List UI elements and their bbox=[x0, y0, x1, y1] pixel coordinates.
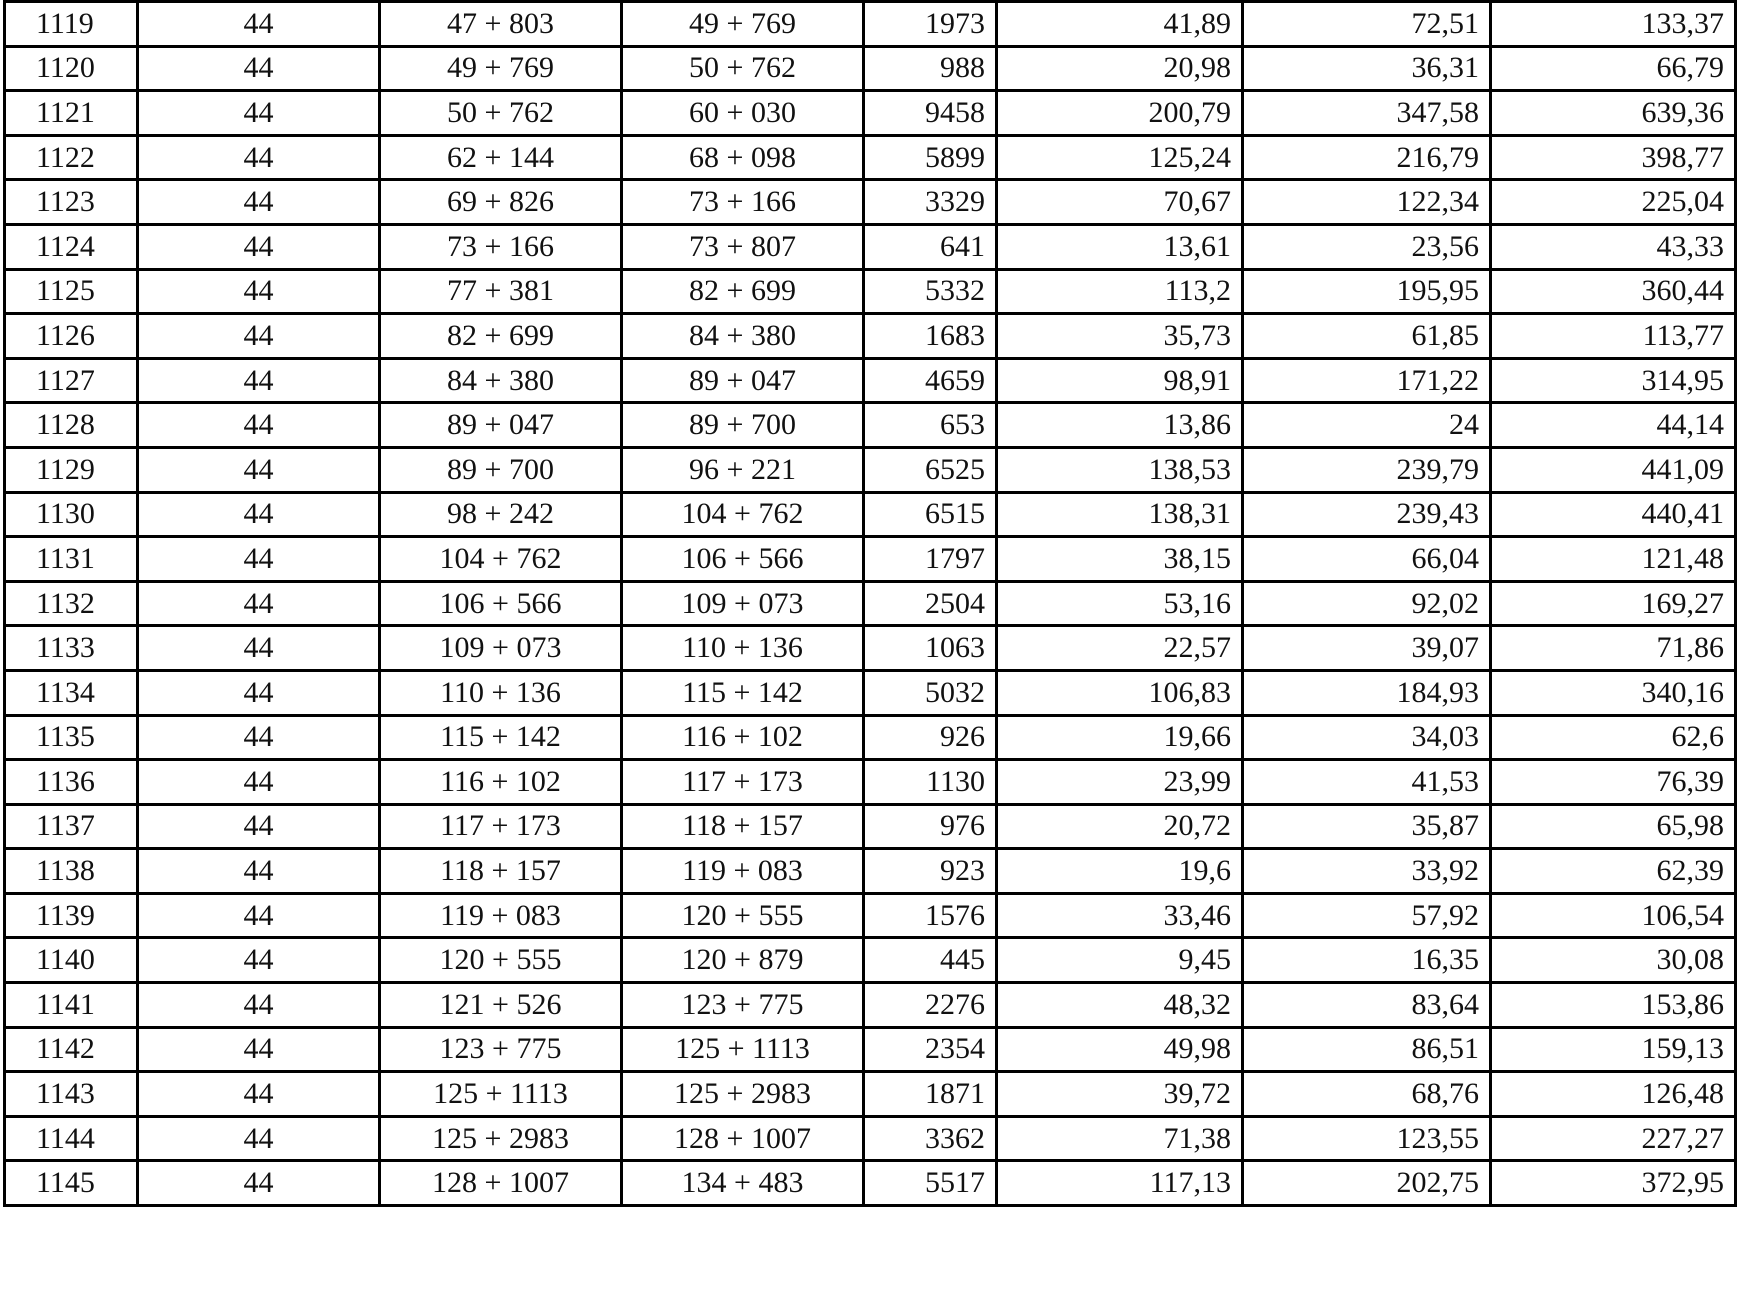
value-c-cell: 225,04 bbox=[1491, 180, 1736, 225]
row-number-cell: 1141 bbox=[5, 983, 138, 1028]
end-km-cell: 68 + 098 bbox=[622, 135, 864, 180]
end-km-cell: 84 + 380 bbox=[622, 314, 864, 359]
row-number-cell: 1142 bbox=[5, 1027, 138, 1072]
value-c-cell: 113,77 bbox=[1491, 314, 1736, 359]
code-cell: 44 bbox=[138, 1072, 380, 1117]
code-cell: 44 bbox=[138, 804, 380, 849]
start-km-cell: 125 + 2983 bbox=[380, 1116, 622, 1161]
value-c-cell: 66,79 bbox=[1491, 46, 1736, 91]
length-cell: 5332 bbox=[864, 269, 997, 314]
length-cell: 926 bbox=[864, 715, 997, 760]
code-cell: 44 bbox=[138, 938, 380, 983]
value-b-cell: 195,95 bbox=[1243, 269, 1491, 314]
length-cell: 3362 bbox=[864, 1116, 997, 1161]
row-number-cell: 1133 bbox=[5, 626, 138, 671]
value-b-cell: 39,07 bbox=[1243, 626, 1491, 671]
length-cell: 5517 bbox=[864, 1161, 997, 1206]
value-c-cell: 62,6 bbox=[1491, 715, 1736, 760]
value-c-cell: 340,16 bbox=[1491, 670, 1736, 715]
value-c-cell: 133,37 bbox=[1491, 2, 1736, 47]
row-number-cell: 1121 bbox=[5, 91, 138, 136]
value-b-cell: 35,87 bbox=[1243, 804, 1491, 849]
value-b-cell: 347,58 bbox=[1243, 91, 1491, 136]
row-number-cell: 1125 bbox=[5, 269, 138, 314]
value-a-cell: 13,86 bbox=[997, 403, 1243, 448]
value-b-cell: 33,92 bbox=[1243, 849, 1491, 894]
value-c-cell: 360,44 bbox=[1491, 269, 1736, 314]
row-number-cell: 1139 bbox=[5, 893, 138, 938]
length-cell: 923 bbox=[864, 849, 997, 894]
start-km-cell: 125 + 1113 bbox=[380, 1072, 622, 1117]
row-number-cell: 1120 bbox=[5, 46, 138, 91]
table-row bbox=[5, 581, 1736, 626]
end-km-cell: 118 + 157 bbox=[622, 804, 864, 849]
row-number-cell: 1130 bbox=[5, 492, 138, 537]
value-a-cell: 9,45 bbox=[997, 938, 1243, 983]
start-km-cell: 104 + 762 bbox=[380, 537, 622, 582]
value-c-cell: 62,39 bbox=[1491, 849, 1736, 894]
length-cell: 653 bbox=[864, 403, 997, 448]
start-km-cell: 115 + 142 bbox=[380, 715, 622, 760]
length-cell: 3329 bbox=[864, 180, 997, 225]
row-number-cell: 1137 bbox=[5, 804, 138, 849]
value-a-cell: 19,6 bbox=[997, 849, 1243, 894]
start-km-cell: 116 + 102 bbox=[380, 760, 622, 805]
value-a-cell: 113,2 bbox=[997, 269, 1243, 314]
length-cell: 1797 bbox=[864, 537, 997, 582]
table-row bbox=[5, 2, 1736, 47]
start-km-cell: 89 + 047 bbox=[380, 403, 622, 448]
end-km-cell: 73 + 807 bbox=[622, 224, 864, 269]
value-a-cell: 138,53 bbox=[997, 447, 1243, 492]
value-b-cell: 239,79 bbox=[1243, 447, 1491, 492]
value-c-cell: 153,86 bbox=[1491, 983, 1736, 1028]
code-cell: 44 bbox=[138, 1027, 380, 1072]
code-cell: 44 bbox=[138, 180, 380, 225]
row-number-cell: 1140 bbox=[5, 938, 138, 983]
table-row bbox=[5, 224, 1736, 269]
table-row bbox=[5, 46, 1736, 91]
value-b-cell: 36,31 bbox=[1243, 46, 1491, 91]
table-row bbox=[5, 269, 1736, 314]
end-km-cell: 96 + 221 bbox=[622, 447, 864, 492]
code-cell: 44 bbox=[138, 849, 380, 894]
value-c-cell: 639,36 bbox=[1491, 91, 1736, 136]
code-cell: 44 bbox=[138, 358, 380, 403]
start-km-cell: 110 + 136 bbox=[380, 670, 622, 715]
length-cell: 2504 bbox=[864, 581, 997, 626]
value-b-cell: 216,79 bbox=[1243, 135, 1491, 180]
end-km-cell: 60 + 030 bbox=[622, 91, 864, 136]
end-km-cell: 109 + 073 bbox=[622, 581, 864, 626]
value-b-cell: 61,85 bbox=[1243, 314, 1491, 359]
value-c-cell: 126,48 bbox=[1491, 1072, 1736, 1117]
end-km-cell: 120 + 879 bbox=[622, 938, 864, 983]
value-c-cell: 65,98 bbox=[1491, 804, 1736, 849]
code-cell: 44 bbox=[138, 314, 380, 359]
start-km-cell: 109 + 073 bbox=[380, 626, 622, 671]
row-number-cell: 1127 bbox=[5, 358, 138, 403]
row-number-cell: 1138 bbox=[5, 849, 138, 894]
value-a-cell: 13,61 bbox=[997, 224, 1243, 269]
end-km-cell: 116 + 102 bbox=[622, 715, 864, 760]
value-b-cell: 86,51 bbox=[1243, 1027, 1491, 1072]
end-km-cell: 110 + 136 bbox=[622, 626, 864, 671]
value-b-cell: 123,55 bbox=[1243, 1116, 1491, 1161]
value-b-cell: 239,43 bbox=[1243, 492, 1491, 537]
length-cell: 9458 bbox=[864, 91, 997, 136]
value-b-cell: 92,02 bbox=[1243, 581, 1491, 626]
start-km-cell: 73 + 166 bbox=[380, 224, 622, 269]
row-number-cell: 1126 bbox=[5, 314, 138, 359]
length-cell: 1130 bbox=[864, 760, 997, 805]
code-cell: 44 bbox=[138, 492, 380, 537]
start-km-cell: 120 + 555 bbox=[380, 938, 622, 983]
end-km-cell: 50 + 762 bbox=[622, 46, 864, 91]
value-c-cell: 71,86 bbox=[1491, 626, 1736, 671]
table-row bbox=[5, 938, 1736, 983]
code-cell: 44 bbox=[138, 46, 380, 91]
value-b-cell: 57,92 bbox=[1243, 893, 1491, 938]
length-cell: 6525 bbox=[864, 447, 997, 492]
value-a-cell: 41,89 bbox=[997, 2, 1243, 47]
value-a-cell: 117,13 bbox=[997, 1161, 1243, 1206]
value-c-cell: 121,48 bbox=[1491, 537, 1736, 582]
value-b-cell: 66,04 bbox=[1243, 537, 1491, 582]
length-cell: 2354 bbox=[864, 1027, 997, 1072]
code-cell: 44 bbox=[138, 269, 380, 314]
value-c-cell: 441,09 bbox=[1491, 447, 1736, 492]
value-a-cell: 39,72 bbox=[997, 1072, 1243, 1117]
table-row bbox=[5, 358, 1736, 403]
value-c-cell: 76,39 bbox=[1491, 760, 1736, 805]
value-c-cell: 169,27 bbox=[1491, 581, 1736, 626]
value-b-cell: 171,22 bbox=[1243, 358, 1491, 403]
table-row bbox=[5, 893, 1736, 938]
length-cell: 976 bbox=[864, 804, 997, 849]
start-km-cell: 69 + 826 bbox=[380, 180, 622, 225]
value-c-cell: 30,08 bbox=[1491, 938, 1736, 983]
start-km-cell: 119 + 083 bbox=[380, 893, 622, 938]
table-row bbox=[5, 492, 1736, 537]
length-cell: 1063 bbox=[864, 626, 997, 671]
code-cell: 44 bbox=[138, 760, 380, 805]
value-c-cell: 106,54 bbox=[1491, 893, 1736, 938]
end-km-cell: 89 + 700 bbox=[622, 403, 864, 448]
value-b-cell: 41,53 bbox=[1243, 760, 1491, 805]
row-number-cell: 1134 bbox=[5, 670, 138, 715]
table-row bbox=[5, 1161, 1736, 1206]
length-cell: 5899 bbox=[864, 135, 997, 180]
value-a-cell: 20,98 bbox=[997, 46, 1243, 91]
table-row bbox=[5, 1072, 1736, 1117]
value-b-cell: 23,56 bbox=[1243, 224, 1491, 269]
table-row bbox=[5, 760, 1736, 805]
table-row bbox=[5, 180, 1736, 225]
value-c-cell: 372,95 bbox=[1491, 1161, 1736, 1206]
row-number-cell: 1123 bbox=[5, 180, 138, 225]
length-cell: 1871 bbox=[864, 1072, 997, 1117]
code-cell: 44 bbox=[138, 224, 380, 269]
end-km-cell: 134 + 483 bbox=[622, 1161, 864, 1206]
end-km-cell: 115 + 142 bbox=[622, 670, 864, 715]
start-km-cell: 50 + 762 bbox=[380, 91, 622, 136]
end-km-cell: 89 + 047 bbox=[622, 358, 864, 403]
value-c-cell: 314,95 bbox=[1491, 358, 1736, 403]
row-number-cell: 1132 bbox=[5, 581, 138, 626]
start-km-cell: 89 + 700 bbox=[380, 447, 622, 492]
table-row bbox=[5, 715, 1736, 760]
length-cell: 5032 bbox=[864, 670, 997, 715]
start-km-cell: 47 + 803 bbox=[380, 2, 622, 47]
value-b-cell: 83,64 bbox=[1243, 983, 1491, 1028]
table-row bbox=[5, 849, 1736, 894]
end-km-cell: 120 + 555 bbox=[622, 893, 864, 938]
value-b-cell: 202,75 bbox=[1243, 1161, 1491, 1206]
table-row bbox=[5, 1116, 1736, 1161]
value-b-cell: 24 bbox=[1243, 403, 1491, 448]
table-row bbox=[5, 670, 1736, 715]
value-a-cell: 200,79 bbox=[997, 91, 1243, 136]
code-cell: 44 bbox=[138, 403, 380, 448]
value-b-cell: 16,35 bbox=[1243, 938, 1491, 983]
start-km-cell: 118 + 157 bbox=[380, 849, 622, 894]
value-b-cell: 184,93 bbox=[1243, 670, 1491, 715]
end-km-cell: 119 + 083 bbox=[622, 849, 864, 894]
end-km-cell: 125 + 1113 bbox=[622, 1027, 864, 1072]
end-km-cell: 104 + 762 bbox=[622, 492, 864, 537]
start-km-cell: 117 + 173 bbox=[380, 804, 622, 849]
value-a-cell: 70,67 bbox=[997, 180, 1243, 225]
data-table bbox=[3, 0, 1737, 1207]
end-km-cell: 49 + 769 bbox=[622, 2, 864, 47]
row-number-cell: 1122 bbox=[5, 135, 138, 180]
start-km-cell: 84 + 380 bbox=[380, 358, 622, 403]
code-cell: 44 bbox=[138, 537, 380, 582]
start-km-cell: 49 + 769 bbox=[380, 46, 622, 91]
value-c-cell: 440,41 bbox=[1491, 492, 1736, 537]
length-cell: 1973 bbox=[864, 2, 997, 47]
start-km-cell: 62 + 144 bbox=[380, 135, 622, 180]
start-km-cell: 121 + 526 bbox=[380, 983, 622, 1028]
value-a-cell: 125,24 bbox=[997, 135, 1243, 180]
value-a-cell: 48,32 bbox=[997, 983, 1243, 1028]
value-a-cell: 138,31 bbox=[997, 492, 1243, 537]
table-row bbox=[5, 447, 1736, 492]
value-a-cell: 98,91 bbox=[997, 358, 1243, 403]
start-km-cell: 128 + 1007 bbox=[380, 1161, 622, 1206]
value-a-cell: 106,83 bbox=[997, 670, 1243, 715]
value-a-cell: 22,57 bbox=[997, 626, 1243, 671]
value-a-cell: 71,38 bbox=[997, 1116, 1243, 1161]
value-a-cell: 33,46 bbox=[997, 893, 1243, 938]
row-number-cell: 1145 bbox=[5, 1161, 138, 1206]
length-cell: 445 bbox=[864, 938, 997, 983]
code-cell: 44 bbox=[138, 135, 380, 180]
length-cell: 988 bbox=[864, 46, 997, 91]
row-number-cell: 1119 bbox=[5, 2, 138, 47]
table-row bbox=[5, 403, 1736, 448]
value-a-cell: 23,99 bbox=[997, 760, 1243, 805]
code-cell: 44 bbox=[138, 893, 380, 938]
row-number-cell: 1129 bbox=[5, 447, 138, 492]
value-c-cell: 159,13 bbox=[1491, 1027, 1736, 1072]
value-c-cell: 44,14 bbox=[1491, 403, 1736, 448]
end-km-cell: 73 + 166 bbox=[622, 180, 864, 225]
code-cell: 44 bbox=[138, 1161, 380, 1206]
length-cell: 2276 bbox=[864, 983, 997, 1028]
value-c-cell: 43,33 bbox=[1491, 224, 1736, 269]
row-number-cell: 1144 bbox=[5, 1116, 138, 1161]
code-cell: 44 bbox=[138, 715, 380, 760]
start-km-cell: 123 + 775 bbox=[380, 1027, 622, 1072]
start-km-cell: 82 + 699 bbox=[380, 314, 622, 359]
code-cell: 44 bbox=[138, 581, 380, 626]
value-a-cell: 49,98 bbox=[997, 1027, 1243, 1072]
start-km-cell: 77 + 381 bbox=[380, 269, 622, 314]
value-c-cell: 227,27 bbox=[1491, 1116, 1736, 1161]
end-km-cell: 106 + 566 bbox=[622, 537, 864, 582]
length-cell: 1683 bbox=[864, 314, 997, 359]
table-row bbox=[5, 314, 1736, 359]
length-cell: 1576 bbox=[864, 893, 997, 938]
code-cell: 44 bbox=[138, 2, 380, 47]
row-number-cell: 1136 bbox=[5, 760, 138, 805]
value-b-cell: 34,03 bbox=[1243, 715, 1491, 760]
value-b-cell: 68,76 bbox=[1243, 1072, 1491, 1117]
value-a-cell: 53,16 bbox=[997, 581, 1243, 626]
value-b-cell: 72,51 bbox=[1243, 2, 1491, 47]
length-cell: 6515 bbox=[864, 492, 997, 537]
value-a-cell: 35,73 bbox=[997, 314, 1243, 359]
row-number-cell: 1124 bbox=[5, 224, 138, 269]
code-cell: 44 bbox=[138, 670, 380, 715]
end-km-cell: 128 + 1007 bbox=[622, 1116, 864, 1161]
code-cell: 44 bbox=[138, 1116, 380, 1161]
code-cell: 44 bbox=[138, 983, 380, 1028]
table-row bbox=[5, 983, 1736, 1028]
value-a-cell: 20,72 bbox=[997, 804, 1243, 849]
code-cell: 44 bbox=[138, 626, 380, 671]
code-cell: 44 bbox=[138, 447, 380, 492]
start-km-cell: 106 + 566 bbox=[380, 581, 622, 626]
row-number-cell: 1131 bbox=[5, 537, 138, 582]
table-row bbox=[5, 1027, 1736, 1072]
table-row bbox=[5, 537, 1736, 582]
value-c-cell: 398,77 bbox=[1491, 135, 1736, 180]
row-number-cell: 1128 bbox=[5, 403, 138, 448]
end-km-cell: 82 + 699 bbox=[622, 269, 864, 314]
end-km-cell: 117 + 173 bbox=[622, 760, 864, 805]
table-row bbox=[5, 626, 1736, 671]
end-km-cell: 123 + 775 bbox=[622, 983, 864, 1028]
table-row bbox=[5, 135, 1736, 180]
row-number-cell: 1135 bbox=[5, 715, 138, 760]
value-a-cell: 38,15 bbox=[997, 537, 1243, 582]
end-km-cell: 125 + 2983 bbox=[622, 1072, 864, 1117]
value-b-cell: 122,34 bbox=[1243, 180, 1491, 225]
table-row bbox=[5, 804, 1736, 849]
start-km-cell: 98 + 242 bbox=[380, 492, 622, 537]
table-row bbox=[5, 91, 1736, 136]
length-cell: 641 bbox=[864, 224, 997, 269]
table-body bbox=[5, 2, 1736, 1206]
value-a-cell: 19,66 bbox=[997, 715, 1243, 760]
row-number-cell: 1143 bbox=[5, 1072, 138, 1117]
code-cell: 44 bbox=[138, 91, 380, 136]
length-cell: 4659 bbox=[864, 358, 997, 403]
